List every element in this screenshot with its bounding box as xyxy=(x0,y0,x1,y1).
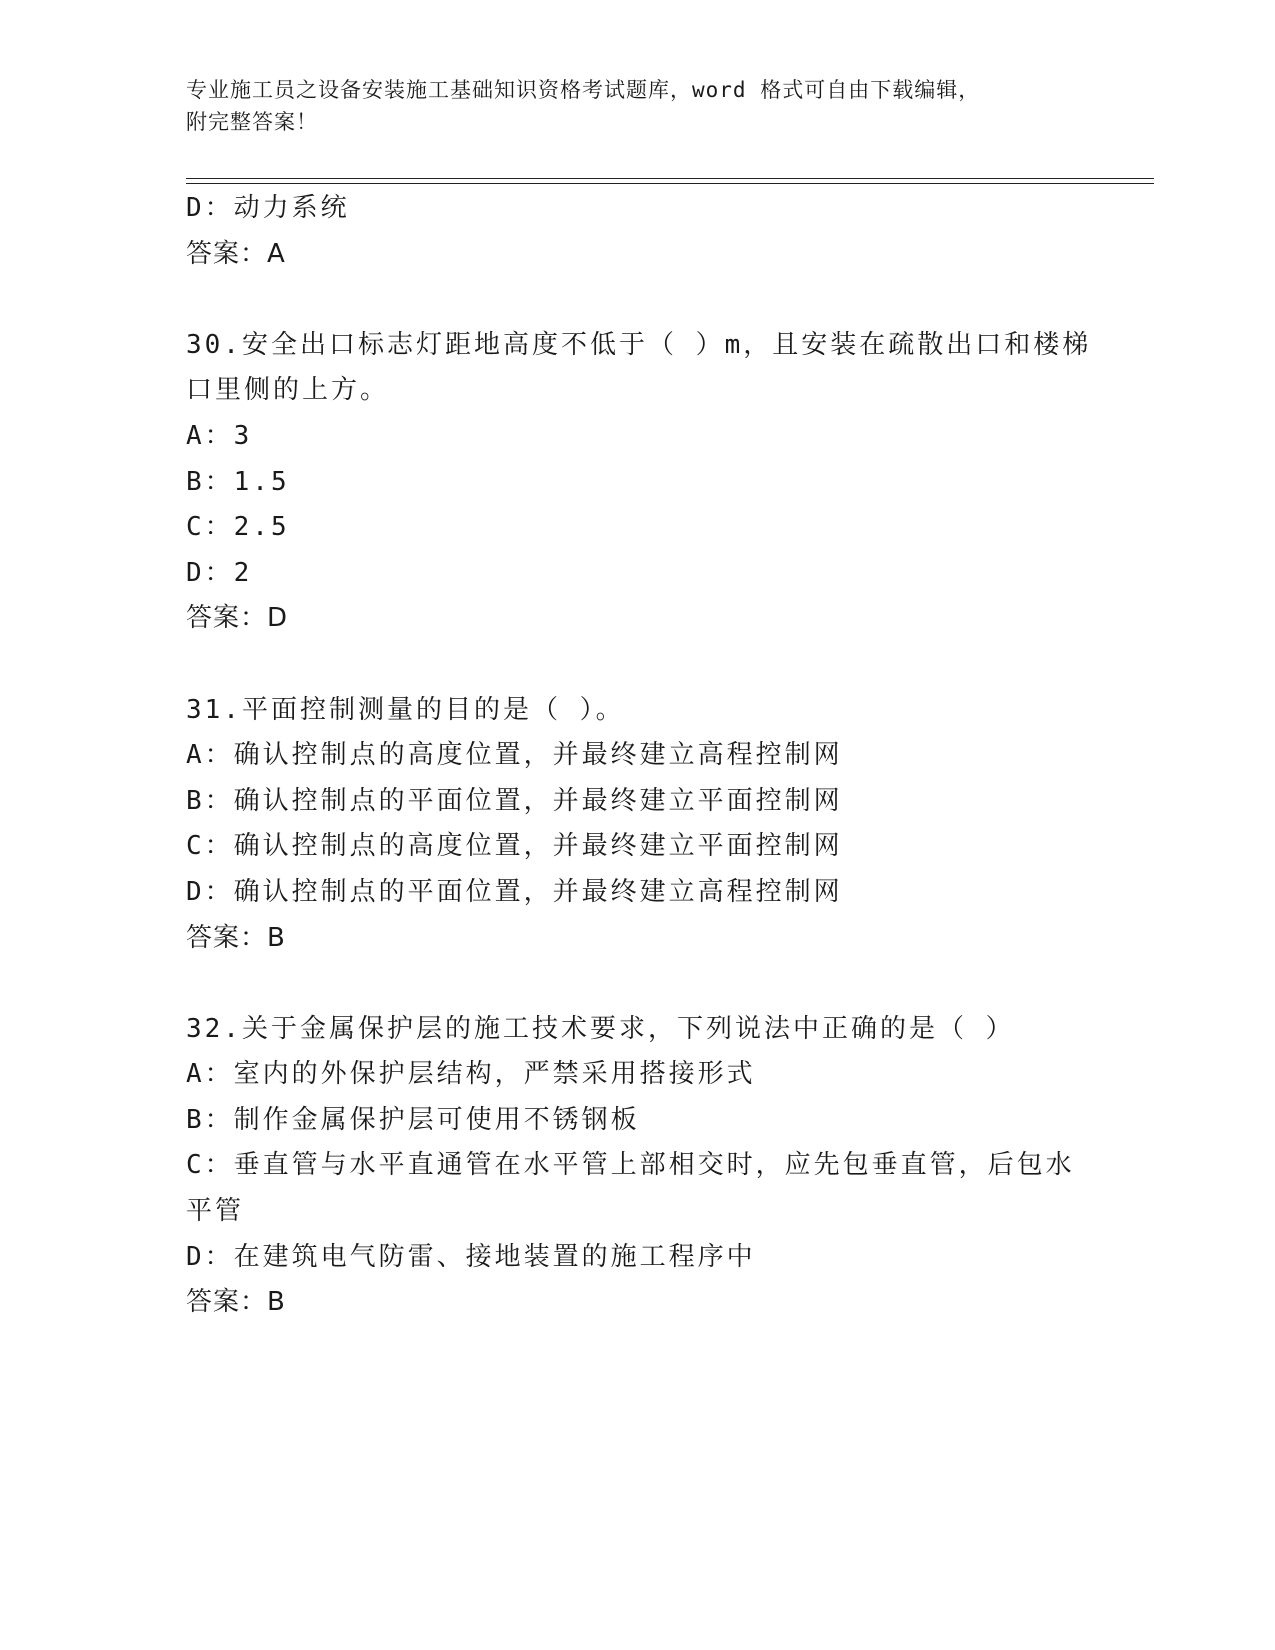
question-list xyxy=(186,186,1092,1326)
option-b: B：1.5 xyxy=(186,466,290,497)
spacer xyxy=(186,642,1086,688)
header-line-2: 附完整答案！ xyxy=(186,110,318,134)
question-stem: 32.关于金属保护层的施工技术要求，下列说法中正确的是（ ） xyxy=(186,1013,1015,1044)
header-divider-top xyxy=(186,178,1154,179)
answer-line: 答案：B xyxy=(186,1287,286,1318)
option-d: D：动力系统 xyxy=(186,193,350,223)
question-stem: 30.安全出口标志灯距地高度不低于（ ）m，且安装在疏散出口和楼梯 xyxy=(186,329,1092,360)
option-b: B：制作金属保护层可使用不锈钢板 xyxy=(186,1104,640,1135)
option-d: D：2 xyxy=(186,557,253,588)
option-a: A：3 xyxy=(186,420,253,451)
header-line-1: 专业施工员之设备安装施工基础知识资格考试题库，word 格式可自由下载编辑， xyxy=(186,78,981,102)
option-d: D：在建筑电气防雷、接地装置的施工程序中 xyxy=(186,1241,756,1272)
header-divider-bottom xyxy=(186,183,1154,184)
spacer xyxy=(186,277,1086,323)
option-c: C：垂直管与水平直通管在水平管上部相交时，应先包垂直管，后包水 xyxy=(186,1150,1075,1181)
option-b: B：确认控制点的平面位置，并最终建立平面控制网 xyxy=(186,785,843,816)
answer-line: 答案：B xyxy=(186,922,286,953)
option-a: A：确认控制点的高度位置，并最终建立高程控制网 xyxy=(186,740,843,771)
question-stem-continued: 口里侧的上方。 xyxy=(186,375,390,406)
answer-line: 答案：D xyxy=(186,603,289,634)
document-header xyxy=(186,74,1086,138)
spacer xyxy=(186,961,1086,1007)
option-c: C：2.5 xyxy=(186,512,290,543)
option-d: D：确认控制点的平面位置，并最终建立高程控制网 xyxy=(186,876,843,907)
question-stem: 31.平面控制测量的目的是（ ）。 xyxy=(186,694,625,725)
option-a: A：室内的外保护层结构，严禁采用搭接形式 xyxy=(186,1059,756,1090)
answer-line: 答案：A xyxy=(186,238,286,269)
option-c-continued: 平管 xyxy=(186,1196,245,1227)
option-c: C：确认控制点的高度位置，并最终建立平面控制网 xyxy=(186,831,843,862)
